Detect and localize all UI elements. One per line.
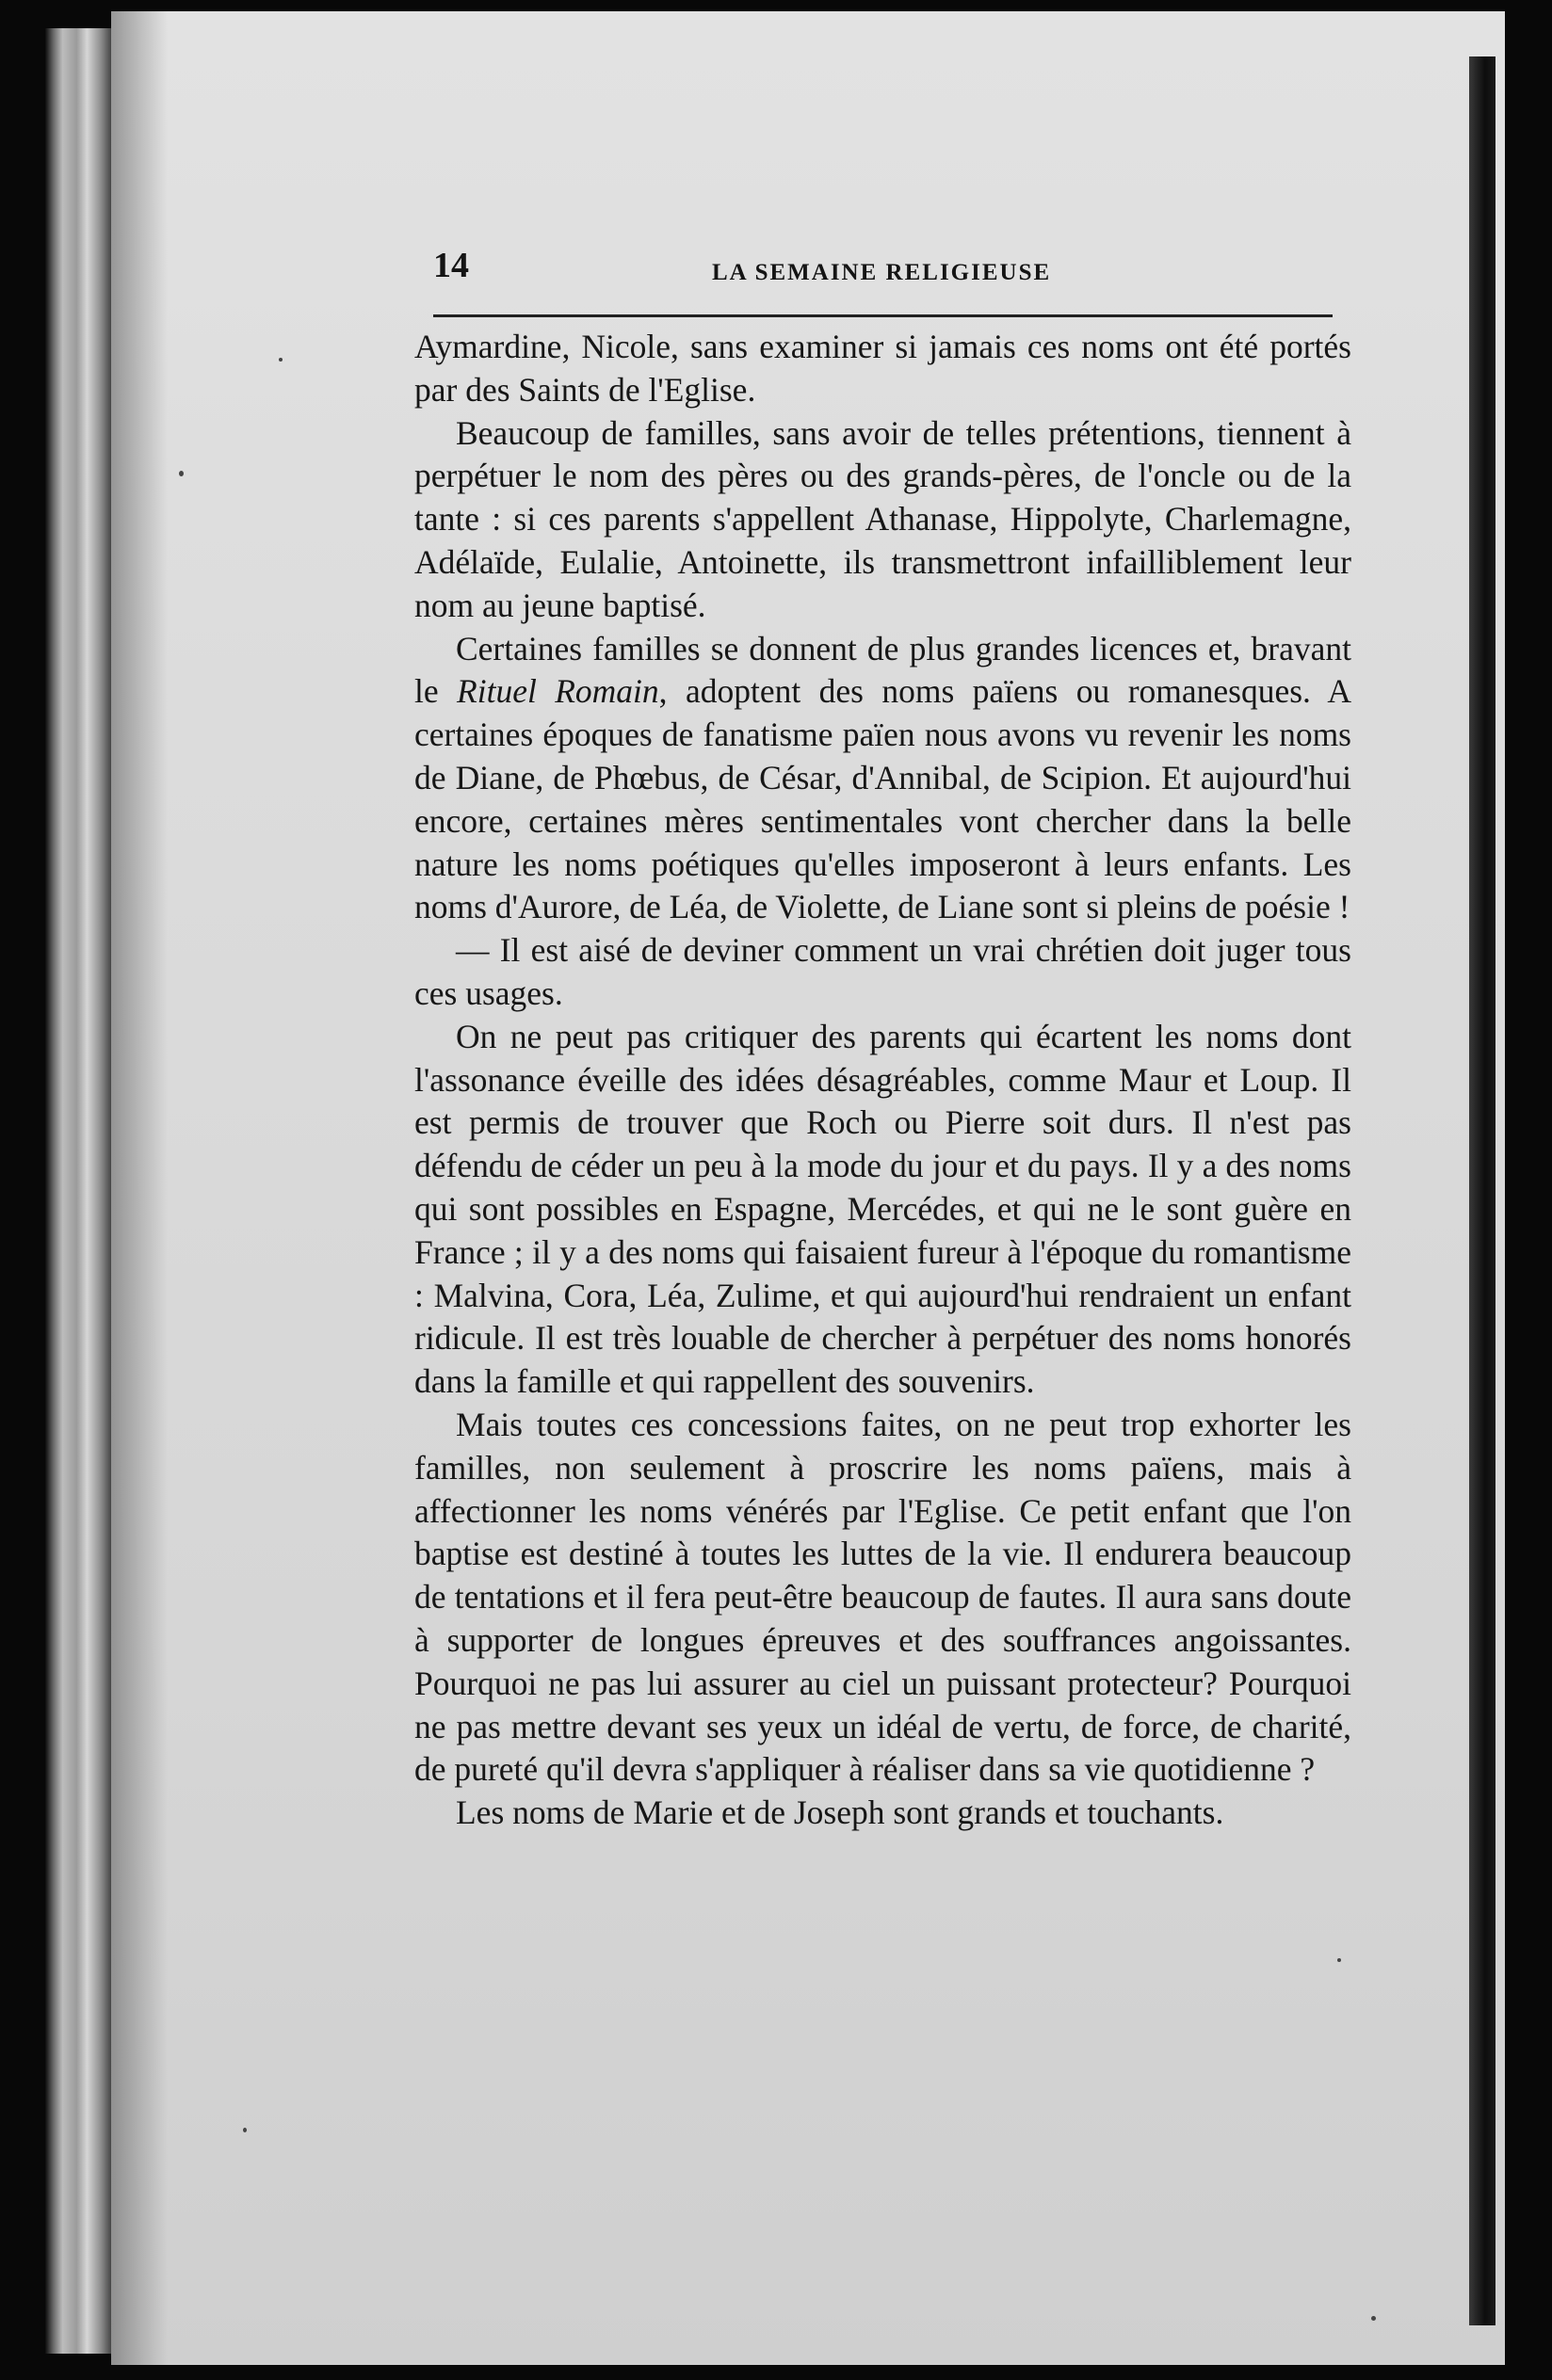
paragraph-3-end: , adoptent des noms païens ou romanesques. A certaines époques de fanatisme païen nous avons vu revenir les noms de Diane, de Phœbus, de César, d'Annibal, de Scipion. Et aujourd'hui encore, certaines mères sentimentales vont chercher dans la belle nature les noms poétiques qu'elles imposeront à leurs enfants. Les noms d'Aurore, de Léa, de Violette, de Liane sont si pleins de poésie ! [414, 672, 1351, 926]
paragraph-7: Les noms de Marie et de Joseph sont grands et touchants. [456, 1793, 1224, 1832]
scan-speck [1337, 1958, 1341, 1962]
paragraph-3-start: Certaines familles se donnent de plus grandes licences et, bravant le [414, 629, 1351, 711]
paragraph-6: Mais toutes ces concessions faites, on ne peut trop exhorter les familles, non seulement à proscrire les noms païens, mais à affectionner les noms vénérés par l'Eglise. Ce petit enfant que l'on baptise est destiné à toutes les luttes de la vie. Il endurera beaucoup de tentations et il fera peut-être beaucoup de fautes. Il aura sans doute à supporter de longues épreuves et des souffrances angoissantes. Pourquoi ne pas lui assurer au ciel un puissant protecteur? Pourquoi ne pas mettre devant ses yeux un idéal de vertu, de force, de charité, de pureté qu'il devra s'appliquer à réaliser dans sa vie quotidienne ? [414, 1405, 1351, 1789]
page-right-edge [1469, 56, 1495, 2325]
page-fold-shadow [111, 11, 168, 2365]
paragraph-4: — Il est aisé de deviner comment un vrai chrétien doit juger tous ces usages. [414, 931, 1351, 1012]
scan-speck [1371, 2316, 1376, 2321]
book-spine [45, 28, 115, 2354]
rituel-romain-title: Rituel Romain [457, 672, 659, 711]
scan-speck [279, 358, 283, 362]
page-header [433, 245, 1337, 301]
paragraph-5: On ne peut pas critiquer des parents qui écartent les noms dont l'assonance éveille des idées désagréables, comme Maur et Loup. Il est permis de trouver que Roch ou Pierre soit durs. Il n'est pas défendu de céder un peu à la mode du jour et du pays. Il y a des noms qui sont possibles en Espagne, Mercédes, et qui ne le sont guère en France ; il y a des noms qui faisaient fureur à l'époque du romantisme : Malvina, Cora, Léa, Zulime, et qui aujourd'hui rendraient un enfant ridicule. Il est très louable de chercher à perpétuer des noms honorés dans la famille et qui rappellent des souvenirs. [414, 1017, 1351, 1401]
scan-speck [243, 2128, 247, 2132]
paragraph-1: Aymardine, Nicole, sans examiner si jamais ces noms ont été portés par des Saints de l'Eglise. [414, 328, 1351, 409]
body-text [414, 326, 1351, 1835]
header-rule [433, 314, 1333, 317]
running-title: LA SEMAINE RELIGIEUSE [712, 260, 1052, 285]
paragraph-2: Beaucoup de familles, sans avoir de telles prétentions, tiennent à perpétuer le nom des pères ou des grands-pères, de l'oncle ou de la tante : si ces parents s'appellent Athanase, Hippolyte, Charlemagne, Adélaïde, Eulalie, Antoinette, ils transmettront infailliblement leur nom au jeune baptisé. [414, 413, 1351, 624]
scan-speck [179, 471, 184, 476]
paragraph-3 [414, 628, 1351, 930]
page-number: 14 [433, 246, 469, 285]
